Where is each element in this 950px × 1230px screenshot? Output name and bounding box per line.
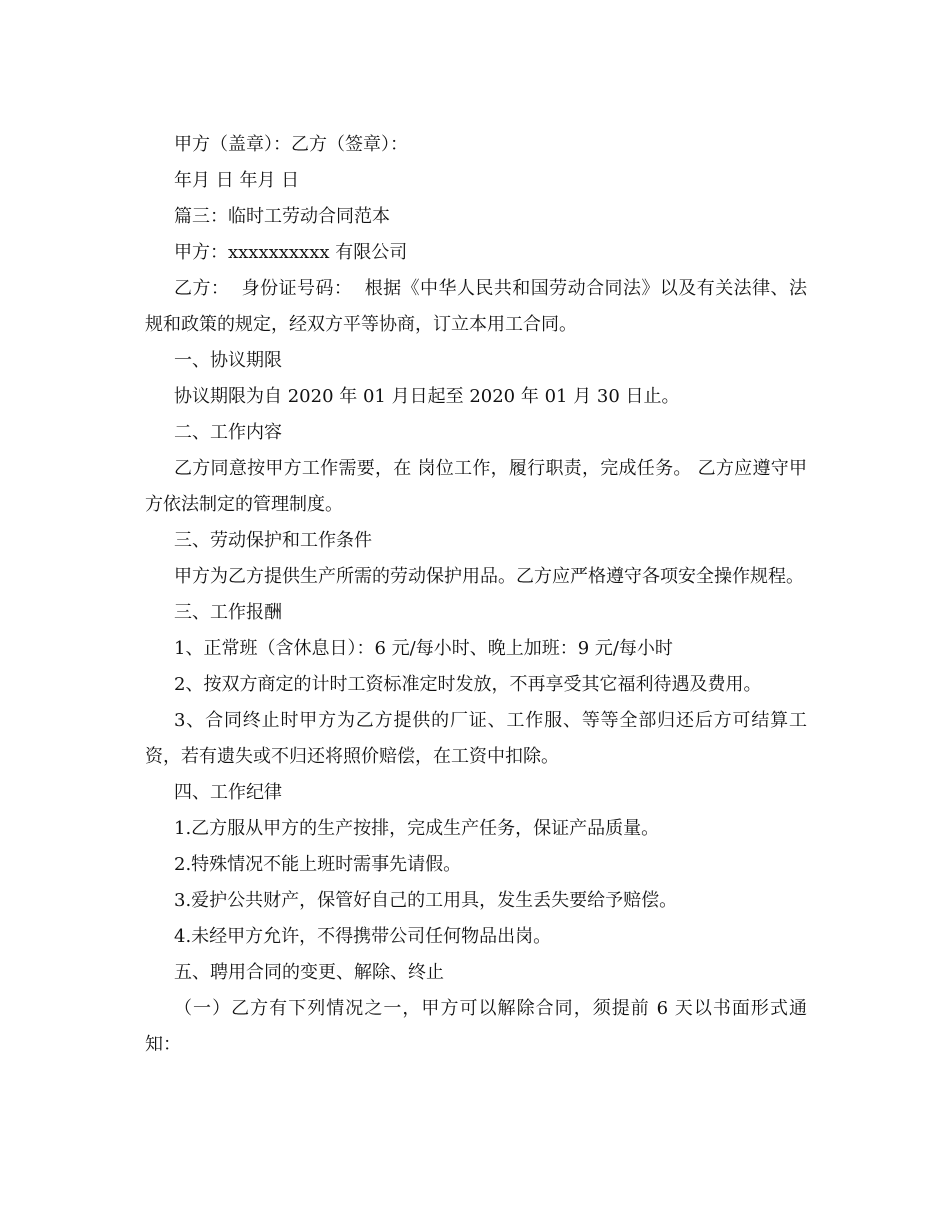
- work-content-paragraph: 乙方同意按甲方工作需要，在 岗位工作，履行职责，完成任务。 乙方应遵守甲方依法制定的管理制度。: [145, 458, 807, 515]
- discipline-item-2: 2.特殊情况不能上班时需事先请假。: [174, 854, 462, 875]
- section-title: 篇三：临时工劳动合同范本: [174, 206, 390, 227]
- heading-term: 一、协议期限: [174, 350, 282, 371]
- compensation-item-2: 2、按双方商定的计时工资标准定时发放，不再享受其它福利待遇及费用。: [174, 674, 762, 695]
- discipline-item-3: 3.爱护公共财产，保管好自己的工用具，发生丢失要给予赔偿。: [174, 890, 678, 911]
- party-b-paragraph: 乙方： 身份证号码： 根据《中华人民共和国劳动合同法》以及有关法律、法规和政策的规定，经双方平等协商，订立本用工合同。: [145, 278, 807, 335]
- heading-labor-protection: 三、劳动保护和工作条件: [174, 530, 372, 551]
- contract-change-item-1: （一）乙方有下列情况之一，甲方可以解除合同，须提前 6 天以书面形式通知：: [145, 998, 807, 1055]
- heading-work-content: 二、工作内容: [174, 422, 282, 443]
- discipline-item-4: 4.未经甲方允许，不得携带公司任何物品出岗。: [174, 926, 552, 947]
- term-paragraph: 协议期限为自 2020 年 01 月日起至 2020 年 01 月 30 日止。: [174, 386, 680, 407]
- compensation-item-3: 3、合同终止时甲方为乙方提供的厂证、工作服、等等全部归还后方可结算工资，若有遗失或不归还将照价赔偿，在工资中扣除。: [145, 710, 807, 767]
- heading-discipline: 四、工作纪律: [174, 782, 282, 803]
- heading-compensation: 三、工作报酬: [174, 602, 282, 623]
- signature-line: 甲方（盖章）：乙方（签章）：: [174, 134, 408, 155]
- document-body: [145, 127, 807, 1063]
- heading-contract-change: 五、聘用合同的变更、解除、终止: [174, 962, 444, 983]
- compensation-item-1: 1、正常班（含休息日）：6 元/每小时、晚上加班：9 元/每小时: [174, 638, 673, 659]
- labor-protection-paragraph: 甲方为乙方提供生产所需的劳动保护用品。乙方应严格遵守各项安全操作规程。: [174, 566, 804, 587]
- discipline-item-1: 1.乙方服从甲方的生产按排，完成生产任务，保证产品质量。: [174, 818, 660, 839]
- date-line: 年月 日 年月 日: [174, 170, 300, 191]
- party-a-line: 甲方：xxxxxxxxxx 有限公司: [174, 242, 408, 263]
